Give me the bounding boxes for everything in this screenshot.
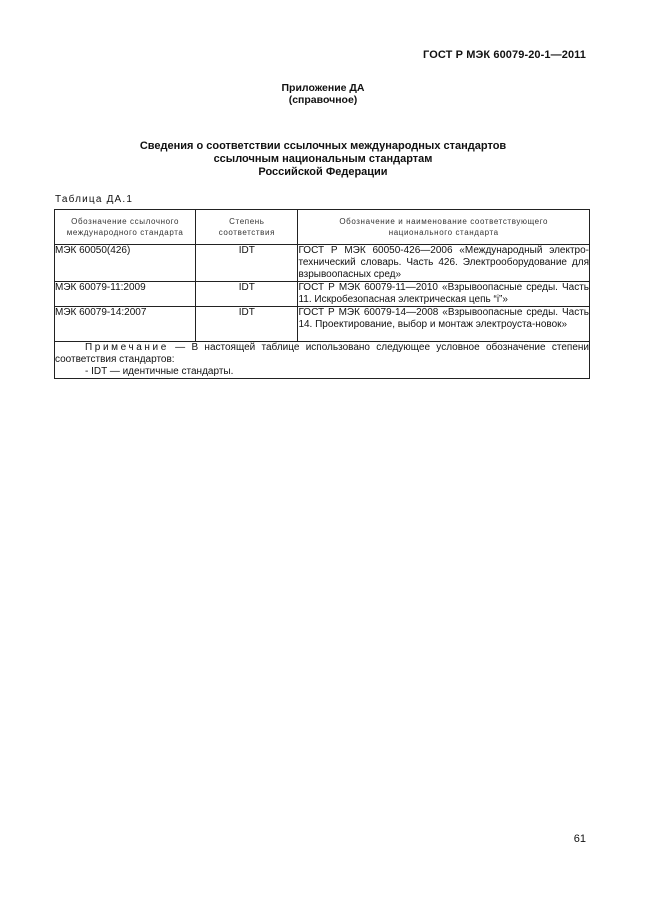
table-note: [55, 342, 590, 379]
cell-degree: IDT: [196, 245, 298, 282]
header-col3-line1: Обозначение и наименование соответствующего: [339, 217, 549, 226]
appendix-title: Приложение ДА: [281, 82, 365, 94]
note-item: - IDT — идентичные стандарты.: [85, 366, 234, 377]
header-col2-line2: соответствия: [218, 228, 275, 237]
standards-table: [54, 209, 590, 379]
cell-national-standard: ГОСТ Р МЭК 60050-426—2006 «Международный электро-технический словарь. Часть 426. Электрооборудование для взрывоопасных сред»: [298, 245, 589, 280]
cell-national-standard: ГОСТ Р МЭК 60079-14—2008 «Взрывоопасные среды. Часть 14. Проектирование, выбор и монтаж электроуста-новок»: [298, 307, 590, 342]
appendix-heading: [0, 82, 646, 106]
header-national-standard: [298, 210, 590, 245]
table-row: [55, 307, 590, 342]
header-col2-line1: Степень: [229, 217, 265, 226]
header-col1-line1: Обозначение ссылочного: [71, 217, 180, 226]
page-number: 61: [573, 833, 586, 845]
table-row: [55, 245, 590, 282]
page-title-line2: ссылочным национальным стандартам: [213, 153, 433, 165]
header-col3-line2: национального стандарта: [388, 228, 499, 237]
note-body: — В настоящей таблице использовано следующее условное обозначение степени соответствия стандартов:: [55, 342, 589, 365]
cell-international-code: МЭК 60079-11:2009: [55, 282, 196, 307]
table-header-row: [55, 210, 590, 245]
appendix-subtitle: (справочное): [288, 94, 358, 106]
cell-international-code: МЭК 60079-14:2007: [55, 307, 196, 342]
cell-degree: IDT: [196, 282, 298, 307]
page-title: [0, 140, 646, 179]
document-header-standard: ГОСТ Р МЭК 60079-20-1—2011: [423, 49, 586, 61]
cell-national-standard: ГОСТ Р МЭК 60079-11—2010 «Взрывоопасные среды. Часть 11. Искробезопасная электрическая цепь “i”»: [298, 282, 589, 305]
note-text: [55, 342, 589, 366]
page-title-line1: Сведения о соответствии ссылочных международных стандартов: [139, 140, 507, 152]
header-degree-of-conformity: [196, 210, 298, 245]
note-label: Примечание: [85, 342, 169, 353]
header-international-standard: [55, 210, 196, 245]
cell-international-code: МЭК 60050(426): [55, 245, 196, 282]
table-note-row: [55, 342, 590, 379]
table-row: [55, 282, 590, 307]
page-title-line3: Российской Федерации: [258, 166, 388, 178]
table-caption: Таблица ДА.1: [55, 194, 134, 205]
cell-degree: IDT: [196, 307, 298, 342]
header-col1-line2: международного стандарта: [66, 228, 184, 237]
